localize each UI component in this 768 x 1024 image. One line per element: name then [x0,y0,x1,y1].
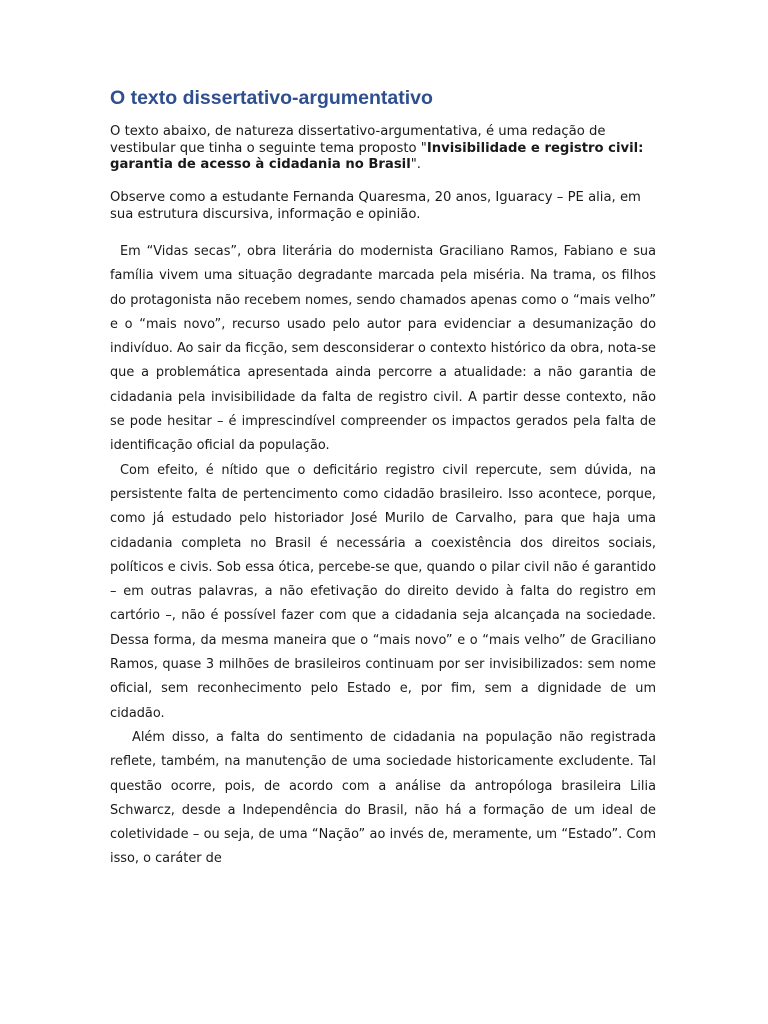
essay-body [110,240,656,872]
intro-paragraph [110,124,655,174]
document-title: O texto dissertativo-argumentativo [110,87,433,109]
intro-text: O texto abaixo, de natureza dissertativo-argumentativa, é uma redação de vestibular que tinha o seguinte tema proposto " [110,124,606,156]
essay-paragraph: Além disso, a falta do sentimento de cidadania na população não registrada reflete, também, na manutenção de uma sociedade historicamente excludente. Tal questão ocorre, pois, de acordo com a análise da antropóloga brasileira Lilia Schwarcz, desde a Independência do Brasil, não há a formação de um ideal de coletividade – ou seja, de uma “Nação” ao invés de, meramente, um “Estado”. Com isso, o caráter de [110,729,656,867]
essay-paragraph: Em “Vidas secas”, obra literária do modernista Graciliano Ramos, Fabiano e sua família vivem uma situação degradante marcada pela miséria. Na trama, os filhos do protagonista não recebem nomes, sendo chamados apenas como o “mais velho” e o “mais novo”, recurso usado pelo autor para evidenciar a desumanização do indivíduo. Ao sair da ficção, sem desconsiderar o contexto histórico da obra, nota-se que a problemática apresentada ainda percorre a atualidade: a não garantia de cidadania pela invisibilidade da falta de registro civil. A partir desse contexto, não se pode hesitar – é imprescindível compreender os impactos gerados pela falta de identificação oficial da população. [110,244,656,454]
essay-theme: Invisibilidade e registro civil: garantia de acesso à cidadania no Brasil [110,140,644,172]
author-note: Observe como a estudante Fernanda Quaresma, 20 anos, Iguaracy – PE alia, em sua estrutura discursiva, informação e opinião. [110,190,641,222]
intro-text-end: ". [410,157,421,172]
essay-paragraph: Com efeito, é nítido que o deficitário registro civil repercute, sem dúvida, na persistente falta de pertencimento como cidadão brasileiro. Isso acontece, porque, como já estudado pelo historiador José Murilo de Carvalho, para que haja uma cidadania completa no Brasil é necessária a coexistência dos direitos sociais, políticos e civis. Sob essa ótica, percebe-se que, quando o pilar civil não é garantido – em outras palavras, a não efetivação do direito devido à falta do registro em cartório –, não é possível fazer com que a cidadania seja alcançada na sociedade. Dessa forma, da mesma maneira que o “mais novo” e o “mais velho” de Graciliano Ramos, quase 3 milhões de brasileiros continuam por ser invisibilizados: sem nome oficial, sem reconhecimento pelo Estado e, por fim, sem a dignidade de um cidadão. [110,462,656,721]
